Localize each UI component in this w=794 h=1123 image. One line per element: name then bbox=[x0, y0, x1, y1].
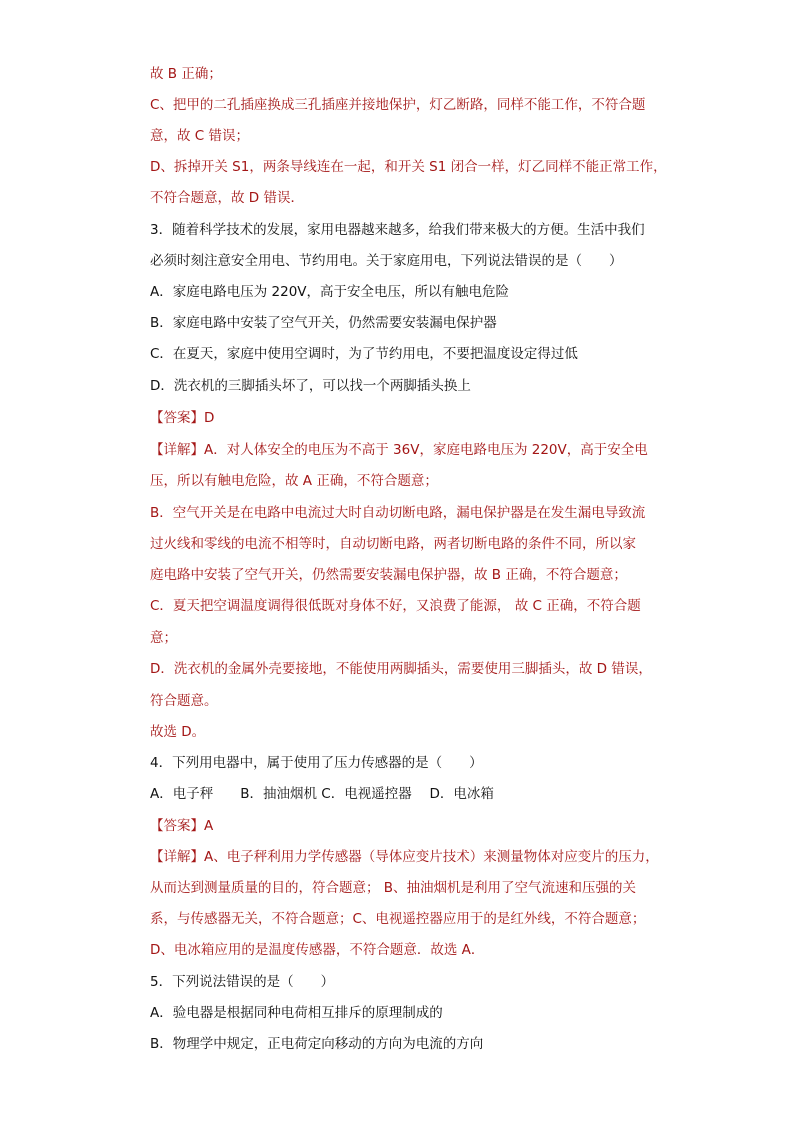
text-line: 符合题意。 bbox=[150, 693, 218, 709]
text-line: 不符合题意，故 D 错误． bbox=[150, 190, 304, 206]
text-line: D．洗衣机的金属外壳要接地，不能使用两脚插头，需要使用三脚插头，故 D 错误， bbox=[150, 661, 652, 677]
text-line: B．物理学中规定，正电荷定向移动的方向为电流的方向 bbox=[150, 1036, 484, 1052]
text-line: A．家庭电路电压为 220V，高于安全电压，所以有触电危险 bbox=[150, 284, 510, 300]
text-line: 【答案】A bbox=[150, 818, 214, 834]
text-line: 【答案】D bbox=[150, 410, 215, 426]
text-line: 系，与传感器无关，不符合题意；C、电视遥控器应用于的是红外线，不符合题意； bbox=[150, 911, 646, 927]
text-line: D．洗衣机的三脚插头坏了，可以找一个两脚插头换上 bbox=[150, 378, 471, 394]
text-line: D、拆掉开关 S1，两条导线连在一起，和开关 S1 闭合一样，灯乙同样不能正常工作， bbox=[150, 159, 667, 175]
text-line: C．夏天把空调温度调得很低既对身体不好，又浪费了能源， 故 C 正确，不符合题 bbox=[150, 598, 641, 614]
text-line: 过火线和零线的电流不相等时，自动切断电路，两者切断电路的条件不同，所以家 bbox=[150, 536, 636, 552]
text-line: A．验电器是根据同种电荷相互排斥的原理制成的 bbox=[150, 1005, 443, 1021]
text-line: 庭电路中安装了空气开关，仍然需要安装漏电保护器，故 B 正确，不符合题意； bbox=[150, 567, 627, 583]
text-line: 4．下列用电器中，属于使用了压力传感器的是（ ） bbox=[150, 755, 483, 771]
text-line: B．空气开关是在电路中电流过大时自动切断电路，漏电保护器是在发生漏电导致流 bbox=[150, 505, 646, 521]
text-line: 故选 D。 bbox=[150, 724, 206, 740]
text-line: 意； bbox=[150, 630, 177, 646]
text-line: 5．下列说法错误的是（ ） bbox=[150, 974, 335, 990]
text-line: 故 B 正确； bbox=[150, 66, 222, 82]
text-line: 3．随着科学技术的发展，家用电器越来越多，给我们带来极大的方便。生活中我们 bbox=[150, 222, 645, 238]
text-line: 从而达到测量质量的目的，符合题意； B、抽油烟机是利用了空气流速和压强的关 bbox=[150, 880, 637, 896]
text-line: 必须时刻注意安全用电、节约用电。关于家庭用电，下列说法错误的是（ ） bbox=[150, 253, 623, 269]
text-line: 意，故 C 错误； bbox=[150, 128, 250, 144]
text-line: C、把甲的二孔插座换成三孔插座并接地保护，灯乙断路，同样不能工作，不符合题 bbox=[150, 97, 646, 113]
text-line: 【详解】A、电子秤利用力学传感器（导体应变片技术）来测量物体对应变片的压力， bbox=[150, 849, 659, 865]
text-line: A．电子秤 B．抽油烟机 C．电视遥控器 D．电冰箱 bbox=[150, 786, 494, 802]
text-line: C．在夏天，家庭中使用空调时，为了节约用电，不要把温度设定得过低 bbox=[150, 346, 578, 362]
text-line: B．家庭电路中安装了空气开关，仍然需要安装漏电保护器 bbox=[150, 315, 497, 331]
text-line: 压，所以有触电危险，故 A 正确，不符合题意； bbox=[150, 473, 438, 489]
text-line: 【详解】A．对人体安全的电压为不高于 36V，家庭电路电压为 220V，高于安全电 bbox=[150, 442, 648, 458]
text-line: D、电冰箱应用的是温度传感器，不符合题意．故选 A． bbox=[150, 942, 485, 958]
